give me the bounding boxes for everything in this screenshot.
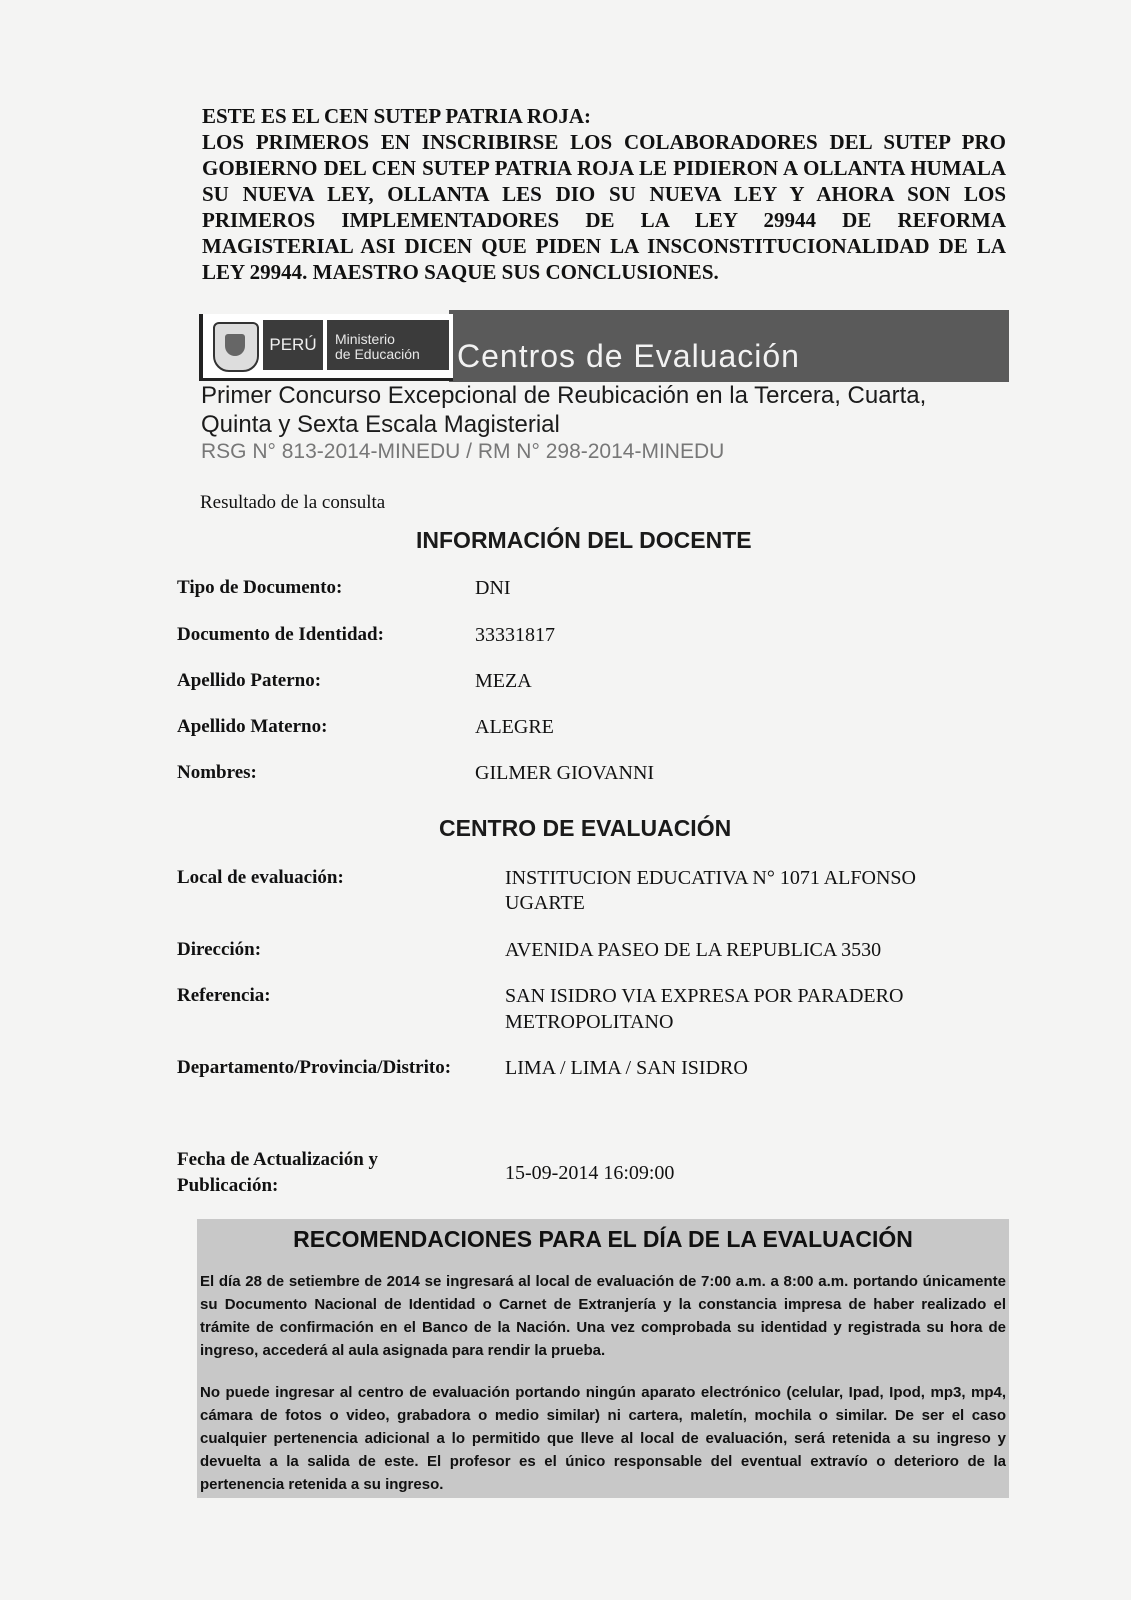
banner-title: Centros de Evaluación bbox=[457, 338, 800, 374]
field-value: LIMA / LIMA / SAN ISIDRO bbox=[505, 1057, 748, 1079]
field-label: Nombres: bbox=[177, 762, 257, 783]
field-value: GILMER GIOVANNI bbox=[475, 762, 655, 784]
field-label: Referencia: bbox=[177, 985, 271, 1006]
intro-body: LOS PRIMEROS EN INSCRIBIRSE LOS COLABORADORES DEL SUTEP PRO GOBIERNO DEL CEN SUTEP PATRIA ROJA LE PIDIERON A OLLANTA HUMALA SU NUEVA LEY, OLLANTA LES DIO SU NUEVA LEY Y AHORA SON LOS PRIMEROS IMPLEMENTADORES DE LA LEY 29944 DE REFORMA MAGISTERIAL ASI DICEN QUE PIDEN LA INSCONSTITUCIONALIDAD DE LA LEY 29944. MAESTRO SAQUE SUS CONCLUSIONES. bbox=[202, 130, 1006, 284]
contest-subtitle: Primer Concurso Excepcional de Reubicación en la Tercera, Cuarta, Quinta y Sexta Escala Magisterial bbox=[201, 382, 927, 438]
fecha-label-line2: Publicación: bbox=[177, 1175, 279, 1196]
peru-coat-of-arms-icon bbox=[213, 322, 259, 372]
field-label: Documento de Identidad: bbox=[177, 624, 384, 645]
recommendations-box bbox=[197, 1219, 1009, 1498]
recommendation-paragraph: El día 28 de setiembre de 2014 se ingresará al local de evaluación de 7:00 a.m. a 8:00 a.m. portando únicamente su Documento Nacional de Identidad o Carnet de Extranjería y la constancia impresa de haber realizado el trámite de confirmación en el Banco de la Nación. Una vez comprobada su identidad y registrada su hora de ingreso, accederá al aula asignada para rendir la prueba. bbox=[200, 1273, 1006, 1359]
ministry-line2: de Educación bbox=[335, 346, 420, 362]
field-label: Tipo de Documento: bbox=[177, 577, 343, 598]
field-label: Local de evaluación: bbox=[177, 867, 344, 888]
ministry-label bbox=[327, 320, 449, 370]
fecha-value: 15-09-2014 16:09:00 bbox=[505, 1162, 675, 1184]
field-value: ALEGRE bbox=[475, 716, 554, 738]
peru-label: PERÚ bbox=[263, 320, 323, 370]
field-value: UGARTE bbox=[505, 892, 585, 914]
intro-heading: ESTE ES EL CEN SUTEP PATRIA ROJA: bbox=[202, 104, 591, 128]
field-label: Apellido Materno: bbox=[177, 716, 328, 737]
field-value: DNI bbox=[475, 577, 511, 599]
field-label: Departamento/Provincia/Distrito: bbox=[177, 1057, 452, 1078]
banner-logo-area bbox=[199, 314, 453, 381]
recommendations-heading: RECOMENDACIONES PARA EL DÍA DE LA EVALUACIÓN bbox=[293, 1226, 913, 1252]
centro-heading: CENTRO DE EVALUACIÓN bbox=[439, 815, 732, 841]
field-value: MEZA bbox=[475, 670, 532, 692]
field-value: SAN ISIDRO VIA EXPRESA POR PARADERO bbox=[505, 985, 904, 1007]
intro-text bbox=[202, 103, 1006, 285]
fecha-label-line1: Fecha de Actualización y bbox=[177, 1149, 379, 1170]
result-label: Resultado de la consulta bbox=[200, 492, 386, 513]
field-value: 33331817 bbox=[475, 624, 555, 646]
recommendation-paragraph: No puede ingresar al centro de evaluación portando ningún aparato electrónico (celular, Ipad, Ipod, mp3, mp4, cámara de fotos o video, grabadora o medio similar) ni cartera, maletín, mochila o similar. De ser el caso cualquier pertenencia adicional a lo permitido que lleve al local de evaluación, será retenida a su ingreso y devuelta a la salida de este. El profesor es el único responsable del eventual extravío o deterioro de la pertenencia retenida a su ingreso. bbox=[200, 1384, 1006, 1493]
field-value: AVENIDA PASEO DE LA REPUBLICA 3530 bbox=[505, 939, 882, 961]
field-label: Apellido Paterno: bbox=[177, 670, 322, 691]
minedu-banner bbox=[199, 310, 1009, 382]
resolution-number: RSG N° 813-2014-MINEDU / RM N° 298-2014-MINEDU bbox=[201, 440, 725, 463]
field-value: METROPOLITANO bbox=[505, 1011, 674, 1033]
field-value: INSTITUCION EDUCATIVA N° 1071 ALFONSO bbox=[505, 867, 916, 889]
ministry-line1: Ministerio bbox=[335, 331, 395, 347]
field-label: Dirección: bbox=[177, 939, 262, 960]
docente-heading: INFORMACIÓN DEL DOCENTE bbox=[416, 527, 752, 553]
